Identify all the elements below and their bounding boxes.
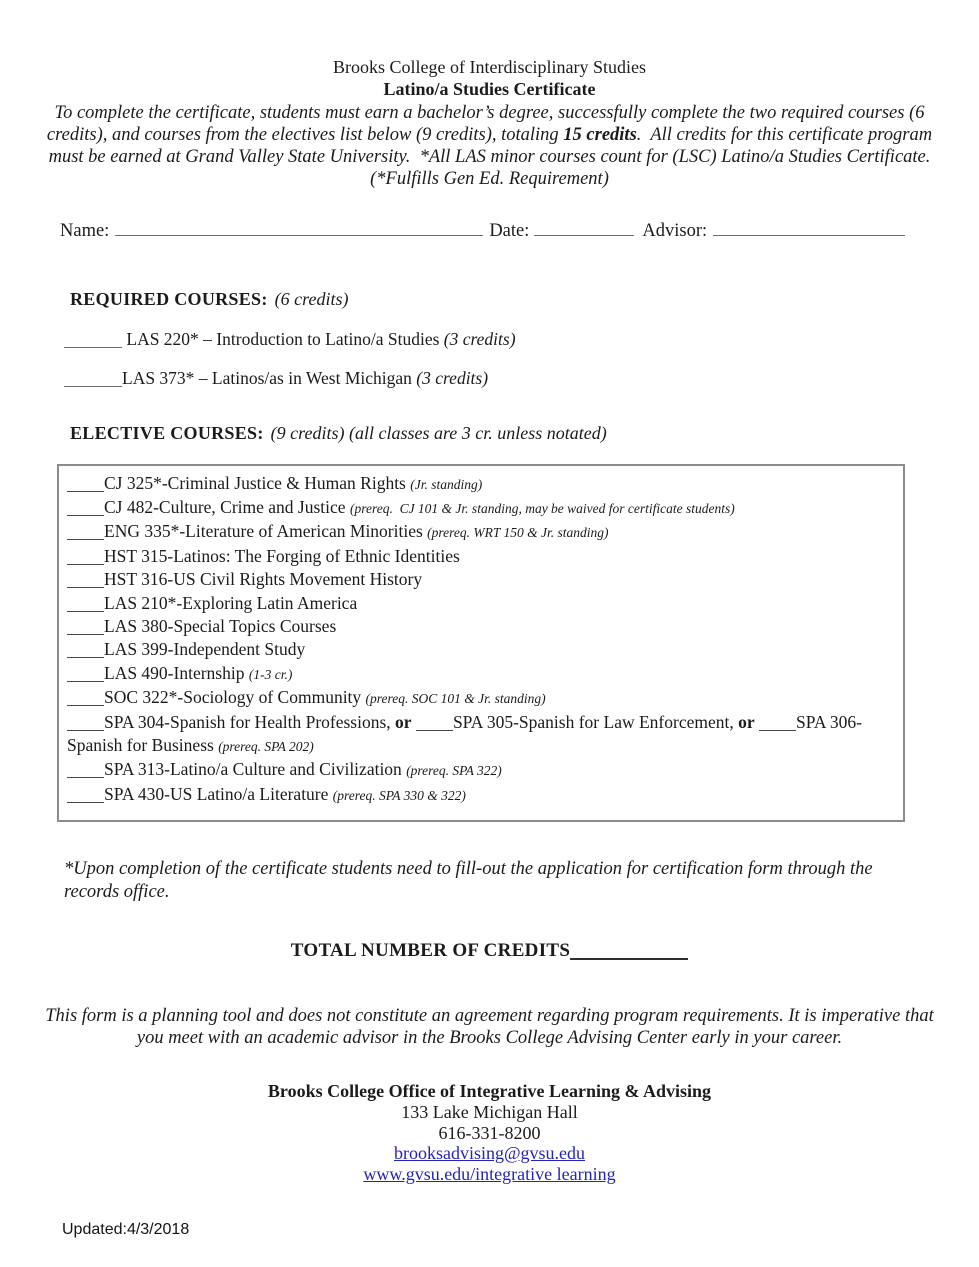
course-line (67, 638, 895, 661)
course-blank-line (67, 688, 104, 707)
course-note: (3 credits) (443, 328, 516, 349)
course-text: LAS 220* – Introduction to Latino/a Studies (122, 328, 444, 349)
office-address: 133 Lake Michigan Hall (401, 1102, 578, 1123)
intro-text-part2: . All credits for this certificate program must be earned at Grand Valley State University. *All LAS minor courses count for (LSC) Latino/a Studies Certificate. (*Fulfills Gen Ed. Requirement) (48, 125, 937, 189)
course-line (64, 367, 979, 389)
course-note: (prereq. WRT 150 & Jr. standing) (427, 525, 609, 541)
intro-text-part1: To complete the certificate, students must earn a bachelor’s degree, successfully complete the two required courses (6 credits), and courses from the electives list below (9 credits), totaling (46, 103, 930, 145)
name-label: Name: (60, 220, 110, 241)
course-line (64, 328, 979, 350)
course-blank-line (67, 497, 104, 516)
course-blank-line (64, 368, 122, 387)
elective-courses-heading-text: ELECTIVE COURSES: (70, 422, 264, 443)
name-date-advisor-row (60, 216, 905, 242)
course-blank-line (64, 329, 122, 348)
course-text: HST 315-Latinos: The Forging of Ethnic Identities (104, 545, 460, 566)
intro-paragraph (46, 102, 937, 190)
course-text: SPA 306-Spanish for Business (67, 711, 862, 755)
course-line (67, 615, 895, 638)
completion-note: *Upon completion of the certificate students need to fill-out the application for certification form through the records office. (64, 859, 878, 902)
total-credits-label: TOTAL NUMBER OF CREDITS (290, 940, 571, 962)
course-text: LAS 373* – Latinos/as in West Michigan (122, 367, 417, 388)
course-blank-line (67, 593, 104, 612)
course-note: (3 credits) (416, 367, 489, 388)
course-line (67, 711, 895, 759)
website-link[interactable]: www.gvsu.edu/integrative learning (363, 1163, 616, 1184)
course-blank-line (67, 522, 104, 541)
course-blank-line (67, 760, 104, 779)
elective-courses-heading (70, 422, 979, 444)
course-text: or (738, 711, 755, 732)
course-text: HST 316-US Civil Rights Movement History (104, 569, 423, 590)
course-text: SPA 313-Latino/a Culture and Civilization (104, 759, 407, 780)
course-note: (prereq. CJ 101 & Jr. standing, may be waived for certificate students) (349, 500, 735, 516)
course-note: (1-3 cr.) (248, 666, 293, 682)
course-blank-line (67, 784, 104, 803)
course-line (67, 472, 895, 496)
course-blank-line (67, 712, 104, 731)
course-blank-line (67, 570, 104, 589)
course-line (67, 758, 895, 782)
footer-contact-block (0, 1080, 979, 1184)
certificate-title: Latino/a Studies Certificate (383, 79, 596, 99)
course-text: CJ 482-Culture, Crime and Justice (104, 496, 350, 517)
course-blank-line (759, 712, 796, 731)
course-line (67, 592, 895, 615)
advisor-blank-line (713, 216, 905, 236)
course-note: (prereq. SPA 330 & 322) (332, 787, 466, 803)
course-text: SPA 305-Spanish for Law Enforcement, (452, 711, 739, 732)
course-note: (Jr. standing) (410, 476, 483, 492)
course-text: or (395, 711, 412, 732)
course-line (67, 568, 895, 591)
course-blank-line (416, 712, 453, 731)
course-blank-line (67, 473, 104, 492)
name-blank-line (115, 216, 483, 236)
course-blank-line (67, 663, 104, 682)
required-courses-credits-note: (6 credits) (274, 288, 349, 309)
intro-credits-bold: 15 credits (563, 125, 637, 145)
course-blank-line (67, 616, 104, 635)
date-label: Date: (489, 220, 530, 241)
course-text: SOC 322*-Sociology of Community (104, 687, 366, 708)
course-note: (prereq. SOC 101 & Jr. standing) (365, 691, 546, 707)
course-line (67, 686, 895, 710)
course-blank-line (67, 546, 104, 565)
updated-date: Updated:4/3/2018 (62, 1221, 190, 1239)
total-credits-row (0, 939, 979, 962)
course-text: SPA 430-US Latino/a Literature (104, 783, 333, 804)
course-text: CJ 325*-Criminal Justice & Human Rights (104, 472, 411, 493)
course-text: LAS 399-Independent Study (104, 639, 306, 660)
college-title: Brooks College of Interdisciplinary Studies (333, 57, 646, 77)
office-name: Brooks College Office of Integrative Learning & Advising (267, 1081, 712, 1102)
course-note: (prereq. SPA 322) (406, 763, 502, 779)
advisor-label: Advisor: (642, 220, 708, 241)
course-text: LAS 210*-Exploring Latin America (104, 592, 358, 613)
course-text: LAS 380-Special Topics Courses (104, 615, 337, 636)
course-line (67, 662, 895, 686)
email-link[interactable]: brooksadvising@gvsu.edu (393, 1143, 586, 1164)
required-courses-heading (70, 288, 979, 310)
planning-disclaimer: This form is a planning tool and does not constitute an agreement regarding program requirements. It is imperative that you meet with an academic advisor in the Brooks College Advising Center early in your career. (45, 1006, 934, 1048)
date-blank-line (534, 216, 634, 236)
course-line (67, 783, 895, 807)
course-text: SPA 304-Spanish for Health Professions, (104, 711, 396, 732)
course-text: ENG 335*-Literature of American Minorities (104, 521, 428, 542)
elective-courses-credits-note: (9 credits) (all classes are 3 cr. unless notated) (270, 422, 607, 443)
total-credits-blank-line (570, 939, 688, 960)
course-line (67, 545, 895, 568)
course-text: LAS 490-Internship (104, 662, 249, 683)
required-courses-heading-text: REQUIRED COURSES: (70, 288, 268, 309)
required-courses-list (0, 328, 979, 389)
course-line (67, 520, 895, 544)
course-note: (prereq. SPA 202) (218, 738, 314, 754)
office-phone: 616-331-8200 (438, 1122, 541, 1143)
course-line (67, 496, 895, 520)
elective-courses-box (57, 464, 905, 823)
course-blank-line (67, 640, 104, 659)
